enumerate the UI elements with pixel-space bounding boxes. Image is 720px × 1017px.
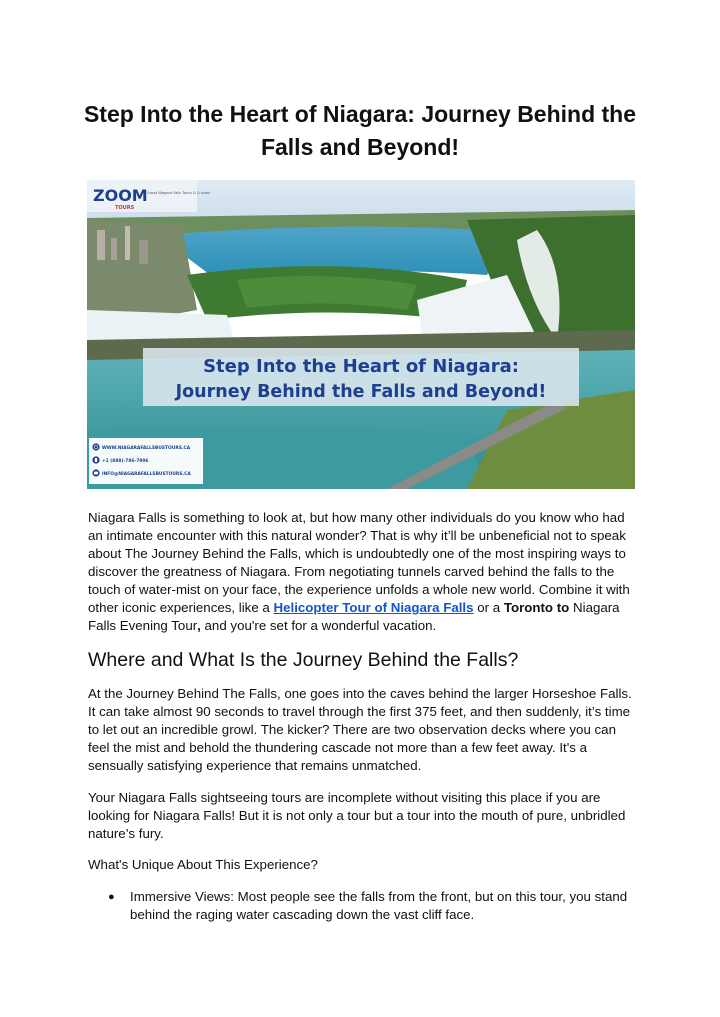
globe-icon: [92, 443, 99, 450]
intro-text-end: and you're set for a wonderful vacation.: [200, 618, 437, 633]
email-icon: [92, 469, 99, 476]
intro-text-between: or a: [473, 600, 504, 615]
contact-email: INFO@NIAGARAFALLSBUSTOURS.CA: [102, 472, 191, 477]
intro-bold-comma: ,: [197, 618, 201, 633]
paragraph-journey: At the Journey Behind The Falls, one goes into the caves behind the larger Horseshoe Falls. It can take almost 90 seconds to travel through the first 375 feet, and then suddenly, it’s time to let out an incredible growl. The kicker? There are two observation decks where you can feel the mist and behold the thundering cascade not more than a few feet away. It's a sensually satisfying experience that remains unmatched.: [88, 686, 632, 773]
hero-image: [87, 180, 635, 489]
bullet-marker: ●: [108, 891, 115, 903]
intro-text-after-bold: Niagara Falls Evening Tour: [88, 600, 620, 633]
intro-paragraph: [88, 509, 636, 635]
contact-box: [89, 438, 203, 484]
hero-overlay-line2: Journey Behind the Falls and Beyond!: [175, 382, 547, 402]
paragraph-sightseeing: Your Niagara Falls sightseeing tours are incomplete without visiting this place if you are looking for Niagara Falls! But it is not only a tour but a tour into the mouth of pure, unbridled nature’s fury.: [88, 790, 626, 841]
unique-features-list: [88, 888, 636, 924]
intro-text: Niagara Falls is something to look at, but how many other individuals do you know who had an intimate encounter with this natural wonder? That is why it’ll be unbeneficial not to speak about The Journey Behind the Falls, which is undoubtedly one of the most inspiring ways to discover the greatness of Niagara. From negotiating tunnels carved behind the falls to the touch of water-mist on your face, the experience unfolds a whole new world. Combine it with other iconic experiences, like a: [88, 510, 630, 615]
logo: [87, 180, 210, 212]
helicopter-tour-link[interactable]: Helicopter Tour of Niagara Falls: [273, 600, 474, 615]
logo-sub: TOURS: [115, 205, 135, 211]
section-heading: Where and What Is the Journey Behind the Falls?: [88, 649, 519, 671]
bullet-text: Immersive Views: Most people see the falls from the front, but on this tour, you stand behind the raging water cascading down the vast cliff face.: [130, 889, 628, 922]
phone-icon: [92, 456, 99, 463]
list-item: [88, 888, 636, 924]
logo-text: ZOOM: [93, 186, 148, 205]
paragraph-unique-question: What's Unique About This Experience?: [88, 857, 318, 872]
contact-phone: +1 (888)-786-7906: [102, 459, 149, 464]
hero-overlay-line1: Step Into the Heart of Niagara:: [203, 356, 519, 377]
page-title: Step Into the Heart of Niagara: Journey Behind the Falls and Beyond!: [83, 101, 637, 160]
intro-bold-text: Toronto to: [503, 600, 570, 615]
contact-website: WWW.NIAGARAFALLSBUSTOURS.CA: [102, 446, 191, 451]
logo-tagline: Great Niagara Falls Tours & Cruises: [147, 191, 211, 195]
